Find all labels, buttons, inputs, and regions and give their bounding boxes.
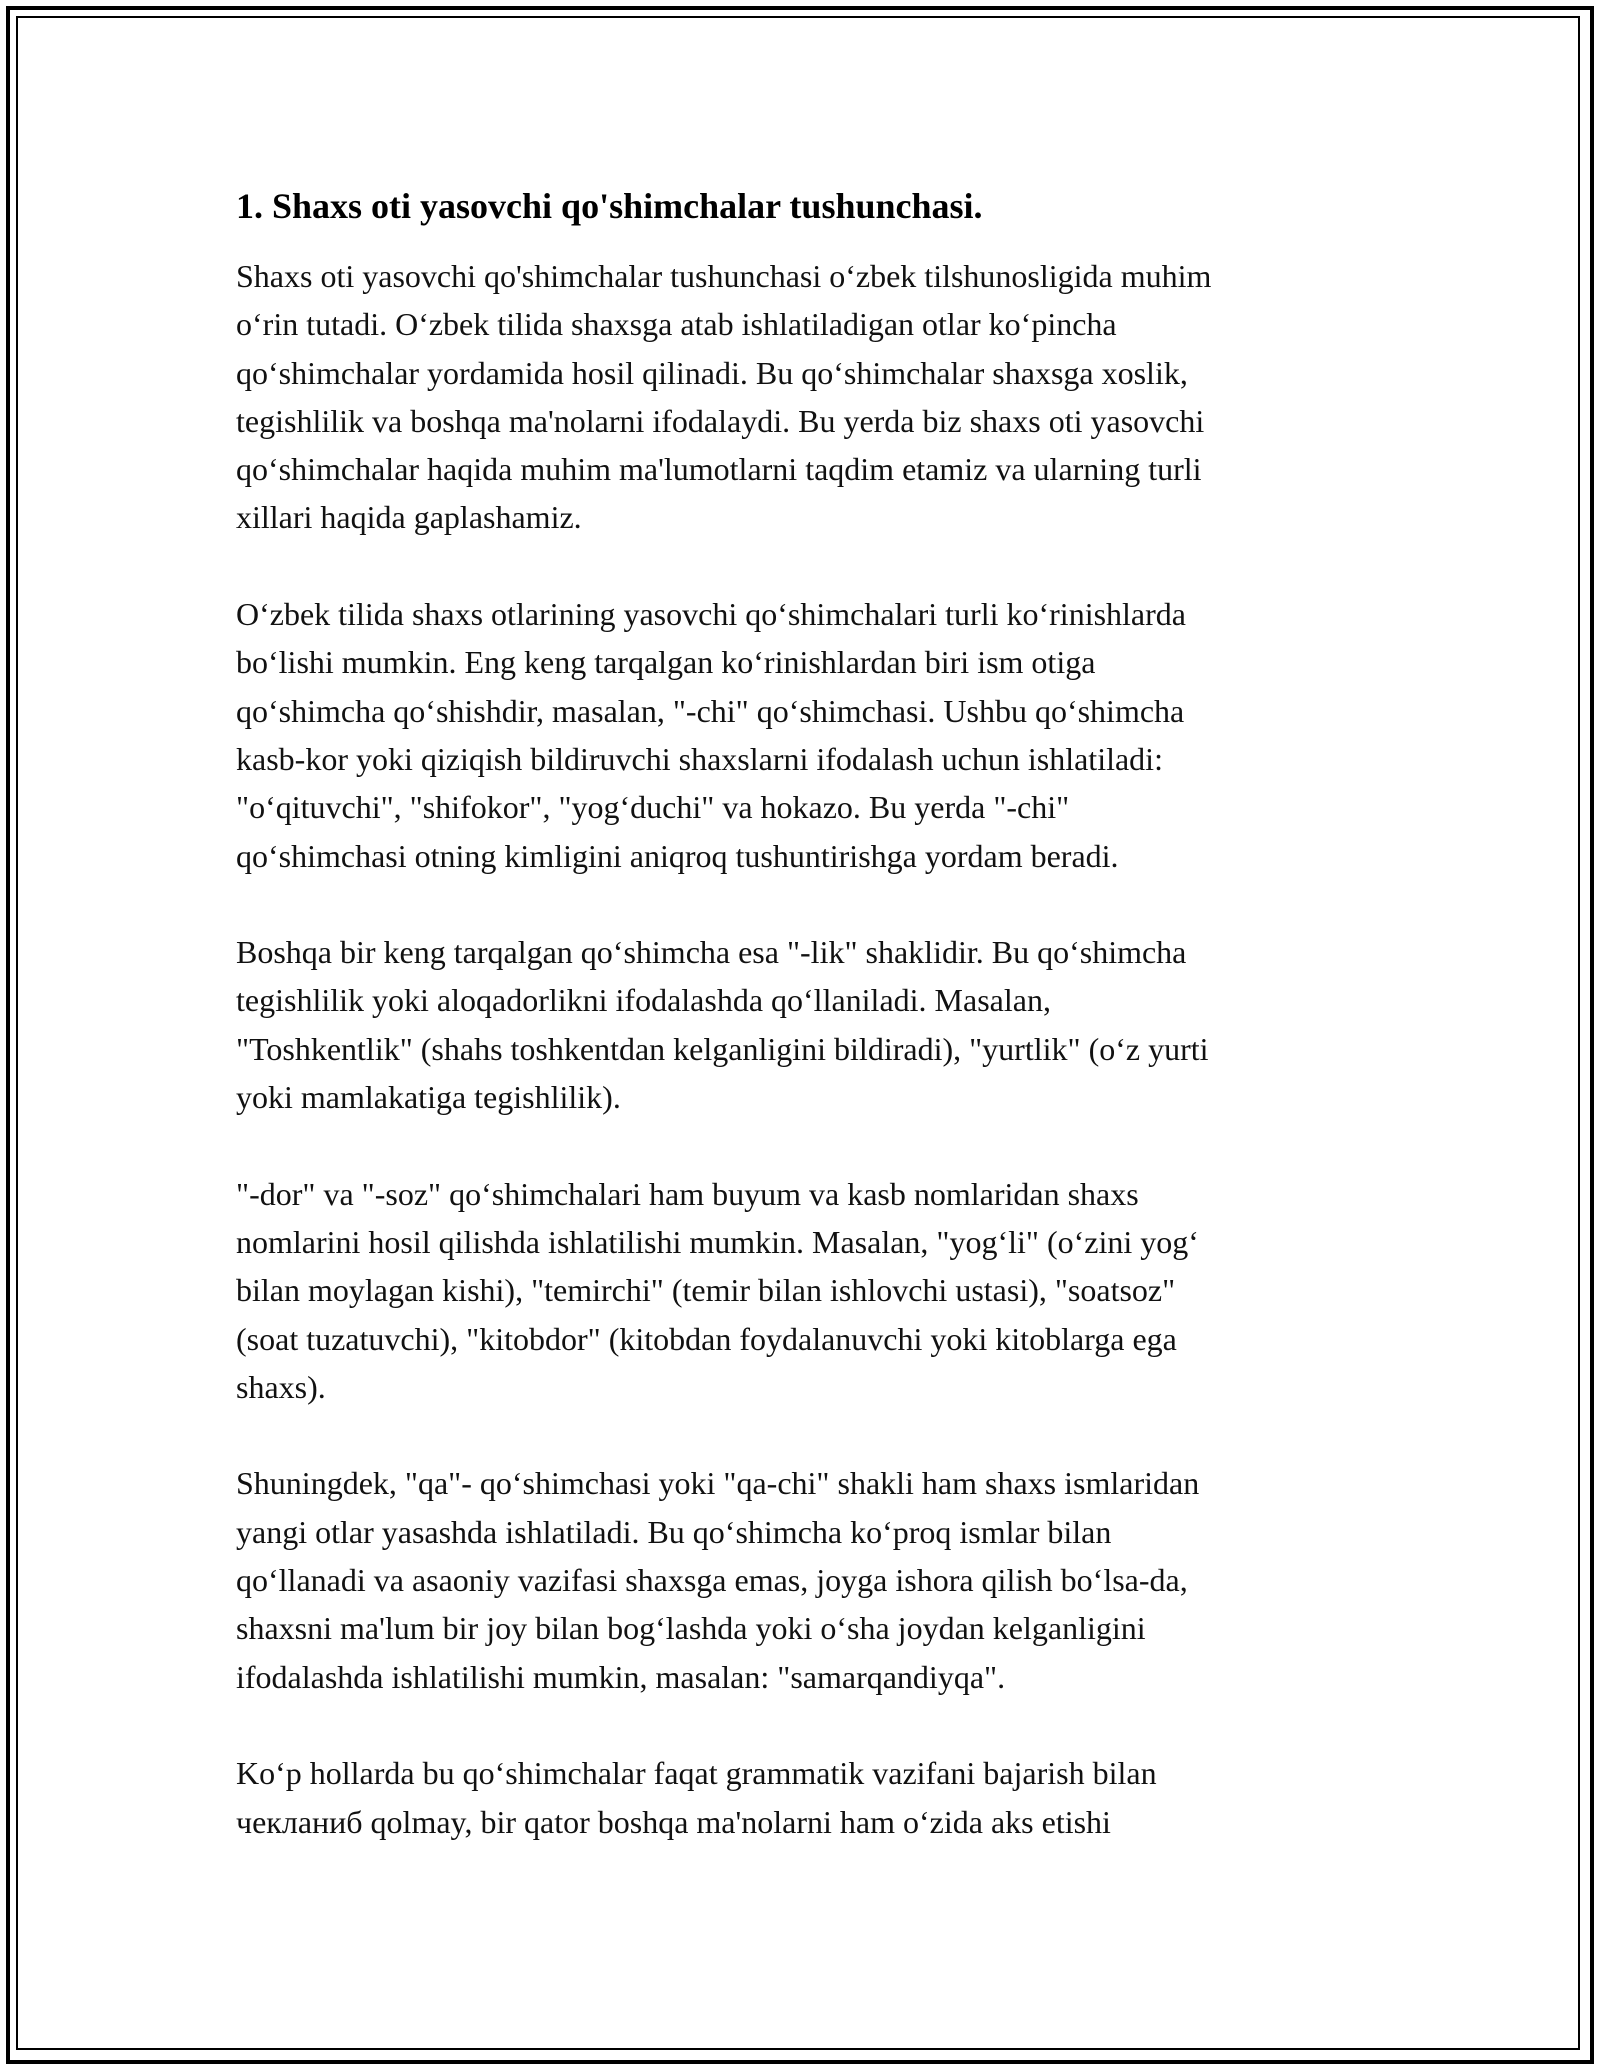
paragraph-line: qoʻshimchasi otning kimligini aniqroq tushuntirishga yordam beradi. [236,837,1119,874]
paragraph-line: bilan moylagan kishi), "temirchi" (temir bilan ishlovchi ustasi), "soatsoz" [236,1272,1176,1309]
paragraph-line: tegishlilik yoki aloqadorlikni ifodalashda qoʻllaniladi. Masalan, [236,982,1051,1019]
paragraph-line: yangi otlar yasashda ishlatiladi. Bu qoʻshimcha koʻproq ismlar bilan [236,1513,1112,1550]
paragraph-line: shaxsni ma'lum bir joy bilan bogʻlashda yoki oʻsha joydan kelganligini [236,1610,1146,1647]
paragraph-6 [236,1749,1356,1846]
paragraph-line: "oʻqituvchi", "shifokor", "yogʻduchi" va hokazo. Bu yerda "-chi" [236,789,1070,826]
paragraph-2 [236,590,1356,880]
paragraph-4 [236,1170,1356,1411]
paragraph-line: ifodalashda ishlatilishi mumkin, masalan: "samarqandiyqa". [236,1658,1006,1695]
paragraph-line: Boshqa bir keng tarqalgan qoʻshimcha esa "-lik" shaklidir. Bu qoʻshimcha [236,934,1187,971]
paragraph-1 [236,252,1356,542]
paragraph-line: qoʻllanadi va asaoniy vazifasi shaxsga emas, joyga ishora qilish boʻlsa-da, [236,1562,1188,1599]
paragraph-line: yoki mamlakatiga tegishlilik). [236,1079,621,1116]
paragraph-line: Shaxs oti yasovchi qo'shimchalar tushunchasi oʻzbek tilshunosligida muhim [236,258,1212,294]
paragraph-line: (soat tuzatuvchi), "kitobdor" (kitobdan foydalanuvchi yoki kitoblarga ega [236,1320,1177,1357]
paragraph-line: Koʻp hollarda bu qoʻshimchalar faqat grammatik vazifani bajarish bilan [236,1755,1157,1792]
paragraph-line: qoʻshimchalar yordamida hosil qilinadi. Bu qoʻshimchalar shaxsga xoslik, [236,354,1188,391]
paragraph-line: Shuningdek, "qa"- qoʻshimchasi yoki "qa-chi" shakli ham shaxs ismlaridan [236,1465,1200,1502]
paragraph-line: "Toshkentlik" (shahs toshkentdan kelganligini bildiradi), "yurtlik" (oʻz yurti [236,1030,1209,1067]
paragraph-5 [236,1459,1356,1700]
paragraph-3 [236,928,1356,1121]
paragraph-line: oʻrin tutadi. Oʻzbek tilida shaxsga atab ishlatiladigan otlar koʻpincha [236,306,1117,343]
section-heading: 1. Shaxs oti yasovchi qo'shimchalar tushunchasi. [236,186,983,226]
document-body [236,182,1356,1894]
paragraph-line: чекланиб qolmay, bir qator boshqa ma'nolarni ham oʻzida aks etishi [236,1803,1111,1840]
paragraph-line: boʻlishi mumkin. Eng keng tarqalgan koʻrinishlardan biri ism otiga [236,644,1096,681]
paragraph-line: kasb-kor yoki qiziqish bildiruvchi shaxslarni ifodalash uchun ishlatiladi: [236,740,1163,777]
paragraph-line: "-dor" va "-soz" qoʻshimchalari ham buyum va kasb nomlaridan shaxs [236,1175,1139,1212]
paragraph-line: qoʻshimcha qoʻshishdir, masalan, "-chi" qoʻshimchasi. Ushbu qoʻshimcha [236,692,1185,729]
paragraph-line: Oʻzbek tilida shaxs otlarining yasovchi qoʻshimchalari turli koʻrinishlarda [236,596,1186,633]
paragraph-line: shaxs). [236,1368,326,1405]
paragraph-line: nomlarini hosil qilishda ishlatilishi mumkin. Masalan, "yogʻli" (oʻzini yogʻ [236,1223,1199,1260]
paragraph-line: xillari haqida gaplashamiz. [236,499,582,536]
paragraph-line: tegishlilik va boshqa ma'nolarni ifodalaydi. Bu yerda biz shaxs oti yasovchi [236,402,1205,439]
paragraph-line: qoʻshimchalar haqida muhim ma'lumotlarni taqdim etamiz va ularning turli [236,451,1202,488]
